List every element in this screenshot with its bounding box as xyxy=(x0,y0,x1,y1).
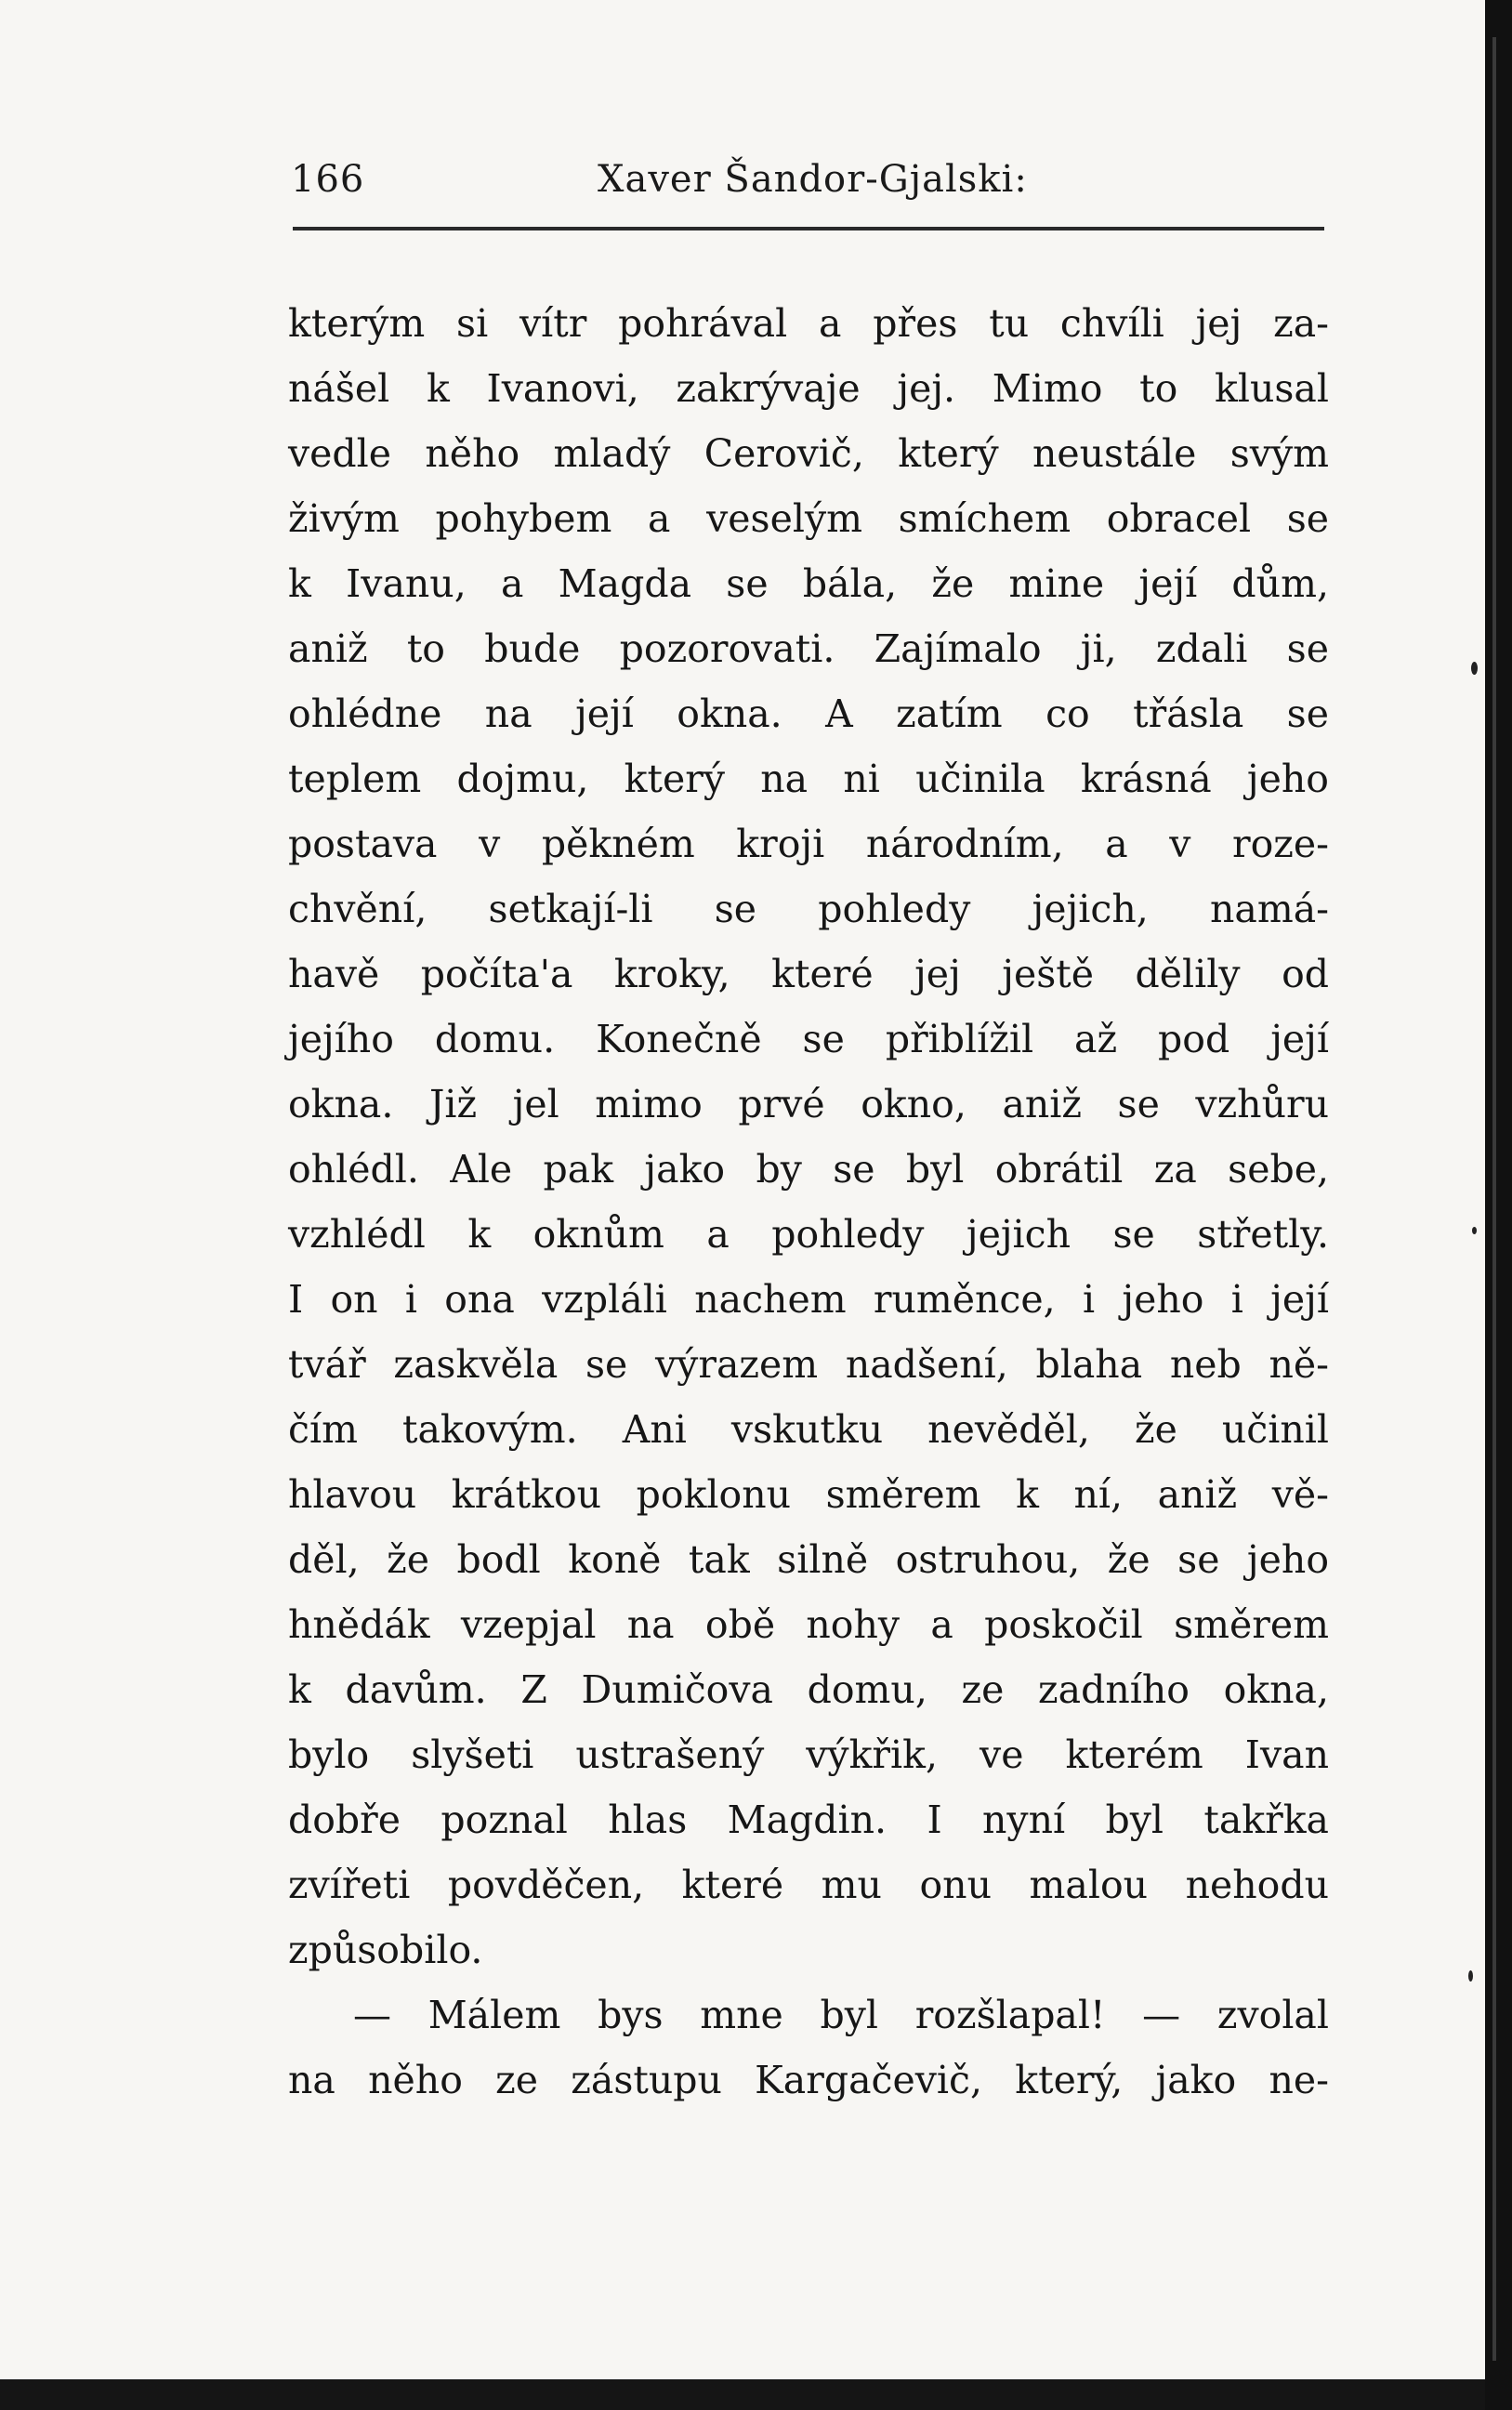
text-line: dobře poznal hlas Magdin. I nyní byl takřka xyxy=(288,1798,1329,1842)
text-line: čím takovým. Ani vskutku nevěděl, že učinil xyxy=(288,1407,1329,1452)
text-line: k Ivanu, a Magda se bála, že mine její dům, xyxy=(288,561,1329,606)
text-line: havě počíta'a kroky, které jej ještě dělily od xyxy=(288,952,1329,996)
text-line: hlavou krátkou poklonu směrem k ní, aniž vě- xyxy=(288,1472,1329,1517)
text-line: na něho ze zástupu Kargačevič, který, jako ne- xyxy=(288,2058,1329,2102)
scan-page-edge xyxy=(1492,37,1496,2361)
text-line: chvění, setkají-li se pohledy jejich, namá- xyxy=(288,887,1329,931)
text-line: teplem dojmu, který na ni učinila krásná jeho xyxy=(288,757,1329,801)
text-line: zvířeti povděčen, které mu onu malou nehodu xyxy=(288,1863,1329,1907)
text-line: hnědák vzepjal na obě nohy a poskočil směrem xyxy=(288,1602,1329,1647)
scan-speck xyxy=(1471,662,1478,675)
text-line: kterým si vítr pohrával a přes tu chvíli jej za- xyxy=(288,301,1329,346)
text-line: vedle něho mladý Cerovič, který neustále svým xyxy=(288,431,1329,476)
text-line: vzhlédl k oknům a pohledy jejich se střetly. xyxy=(288,1212,1329,1257)
scan-border-bottom xyxy=(0,2379,1485,2410)
text-line: způsobilo. xyxy=(288,1928,483,1972)
scan-speck xyxy=(1468,1970,1473,1982)
text-line: aniž to bude pozorovati. Zajímalo ji, zdali se xyxy=(288,626,1329,671)
text-line: tvář zaskvěla se výrazem nadšení, blaha neb ně- xyxy=(288,1342,1329,1387)
text-line: ohlédl. Ale pak jako by se byl obrátil za sebe, xyxy=(288,1147,1329,1192)
body-text xyxy=(288,291,1329,2113)
text-line: ohlédne na její okna. A zatím co třásla se xyxy=(288,691,1329,736)
text-line: okna. Již jel mimo prvé okno, aniž se vzhůru xyxy=(288,1082,1329,1126)
text-line: živým pohybem a veselým smíchem obracel se xyxy=(288,496,1329,541)
text-line: — Málem bys mne byl rozšlapal! — zvolal xyxy=(353,1993,1329,2037)
page-number: 166 xyxy=(291,158,365,201)
running-head: Xaver Šandor-Gjalski: xyxy=(598,158,1028,201)
text-line: jejího domu. Konečně se přiblížil až pod její xyxy=(288,1017,1329,1061)
text-line: děl, že bodl koně tak silně ostruhou, že se jeho xyxy=(288,1537,1329,1582)
text-line: bylo slyšeti ustrašený výkřik, ve kterém Ivan xyxy=(288,1732,1329,1777)
header-rule xyxy=(293,227,1324,230)
scan-border-right xyxy=(1485,0,1512,2410)
text-line: postava v pěkném kroji národním, a v roze- xyxy=(288,822,1329,866)
scan-speck xyxy=(1472,1227,1477,1234)
text-line: k davům. Z Dumičova domu, ze zadního okna, xyxy=(288,1667,1329,1712)
text-line: I on i ona vzpláli nachem ruměnce, i jeho i její xyxy=(288,1277,1329,1322)
page-header xyxy=(291,158,1322,214)
text-line: nášel k Ivanovi, zakrývaje jej. Mimo to klusal xyxy=(288,366,1329,411)
